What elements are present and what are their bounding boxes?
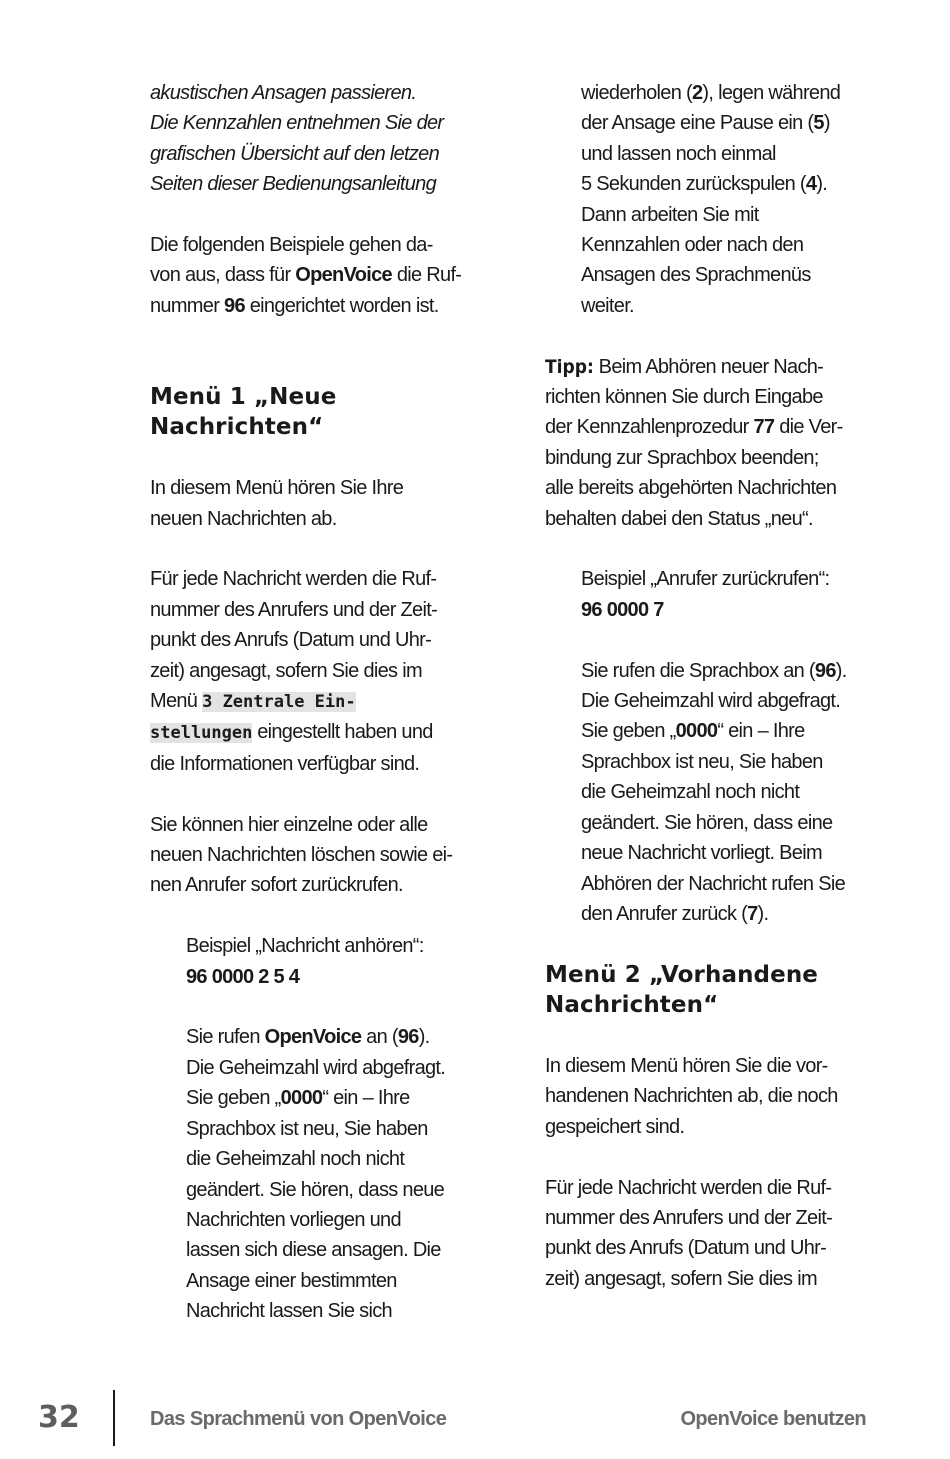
text-line: nummer 96 eingerichtet worden ist. <box>150 294 439 317</box>
menu1-delete-paragraph: Sie können hier einzelne oder alle neuen Nachrichten löschen sowie ei- nen Anrufer sofort zurückrufen. <box>150 813 453 897</box>
example-1-text: Sie rufen OpenVoice an (96). Die Geheimzahl wird abgefragt. Sie geben „0000“ ein – Ihre Sprachbox ist neu, Sie haben die Geheimzahl noch nicht geändert. Sie hören, dass neue Nachrichten vorliegen und lassen sich diese ansagen. Die Ansage einer bestimmten Nachricht lassen Sie sich <box>186 1026 446 1323</box>
text-line: akustischen Ansagen passieren. <box>150 82 417 104</box>
example-1-continuation: wiederholen (2), legen während der Ansage eine Pause ein (5) und lassen noch einmal 5 Sekunden zurückspulen (4). Dann arbeiten Sie mit Kennzahlen oder nach den Ansagen des Sprachmenüs weiter. <box>581 82 841 317</box>
footer-section-title: Das Sprachmenü von OpenVoice <box>150 1408 447 1430</box>
example-2-text: Sie rufen die Sprachbox an (96). Die Geheimzahl wird abgefragt. Sie geben „0000“ ein – Ihre Sprachbox ist neu, Sie haben die Geheimzahl noch nicht geändert. Sie hören, dass eine neue Nachricht vorliegt. Beim Abhören der Nachricht rufen Sie den Anrufer zurück (7). <box>581 659 847 925</box>
heading-menu-2: Menü 2 „Vorhandene Nachrichten“ <box>545 961 818 1019</box>
heading-menu-1: Menü 1 „Neue Nachrichten“ <box>150 384 337 441</box>
text-line: Die folgenden Beispiele gehen da- <box>150 234 433 257</box>
tip-label: Tipp: <box>545 355 594 378</box>
text-line: von aus, dass für OpenVoice die Ruf- <box>150 264 462 287</box>
page-number: 32 <box>38 1400 80 1435</box>
footer-divider <box>113 1390 115 1446</box>
menu-path-code: 3 Zentrale Ein- <box>202 692 356 713</box>
text-line: Seiten dieser Bedienungsanleitung <box>150 173 437 196</box>
left-column <box>150 78 490 1357</box>
example-code: 96 0000 7 <box>581 598 664 621</box>
menu2-info-paragraph: Für jede Nachricht werden die Ruf- nummer des Anrufers und der Zeit- punkt des Anrufs (Datum und Uhr- zeit) angesagt, sofern Sie dies im <box>545 1176 833 1290</box>
examples-intro-paragraph <box>150 230 490 321</box>
footer-chapter-title: OpenVoice benutzen <box>680 1408 866 1430</box>
tip-paragraph: Tipp: Beim Abhören neuer Nach- richten können Sie durch Eingabe der Kennzahlenprozedur 77 die Ver- bindung zur Sprachbox beenden; alle bereits abgehörten Nachrichten behalten dabei den Status „neu“. <box>545 355 843 530</box>
example-2-header: Beispiel „Anrufer zurückrufen“: 96 0000 7 <box>581 568 830 621</box>
menu1-info-paragraph: Für jede Nachricht werden die Ruf- nummer des Anrufers und der Zeit- punkt des Anrufs (Datum und Uhr- zeit) angesagt, sofern Sie dies im Menü 3 Zentrale Ein- stellungen eingestellt haben und die Informationen verfügbar sind. <box>150 568 438 775</box>
example-1-header: Beispiel „Nachricht anhören“: 96 0000 2 5 4 <box>186 935 424 988</box>
right-column <box>545 78 885 1325</box>
intro-italic-paragraph <box>150 78 490 200</box>
menu2-intro-paragraph: In diesem Menü hören Sie die vor- handenen Nachrichten ab, die noch gespeichert sind. <box>545 1054 838 1138</box>
text-line: Die Kennzahlen entnehmen Sie der <box>150 112 444 135</box>
menu-path-code: stellungen <box>150 723 253 744</box>
example-code: 96 0000 2 5 4 <box>186 965 300 988</box>
text-line: grafischen Übersicht auf den letzen <box>150 142 440 165</box>
menu1-intro-paragraph: In diesem Menü hören Sie Ihre neuen Nachrichten ab. <box>150 477 404 530</box>
